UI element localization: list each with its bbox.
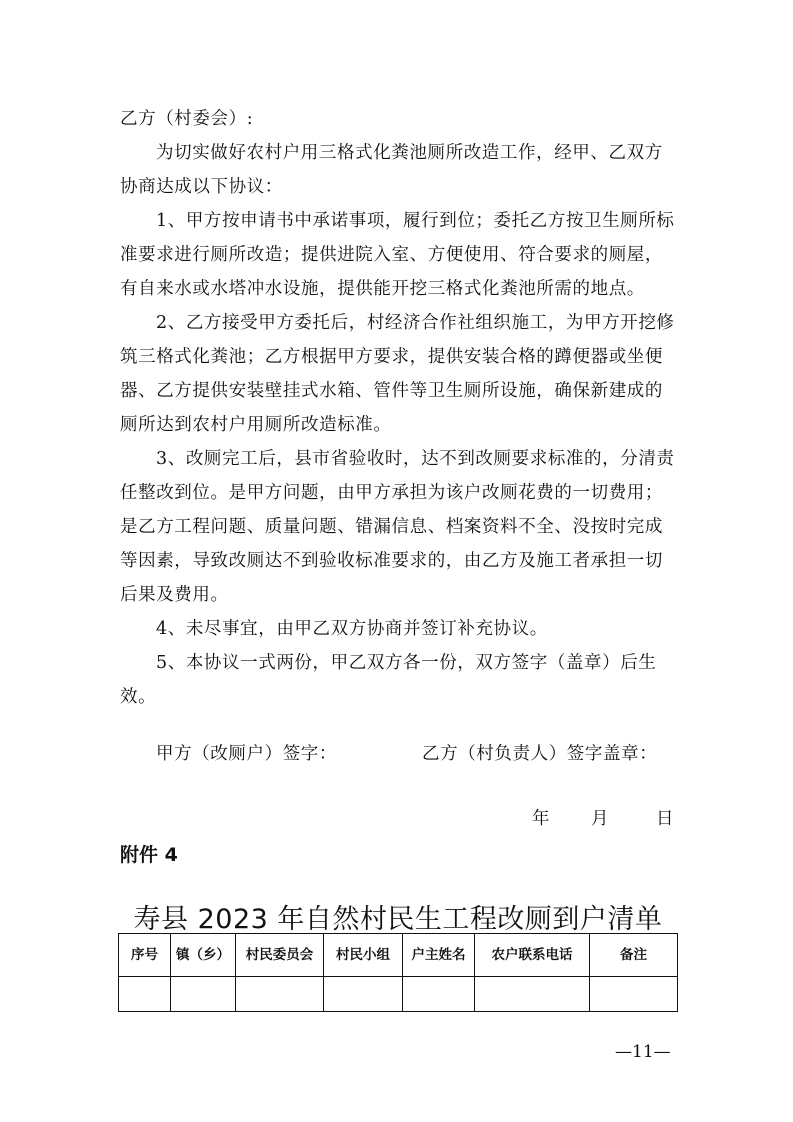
household-list-table [118,933,678,1012]
attachment-label: 附件 4 [120,844,178,866]
table-cell [475,977,590,1012]
column-header: 农户联系电话 [475,934,590,977]
party-a-signature-label: 甲方（改厕户）签字： [156,744,337,764]
clause-4: 4、未尽事宜，由甲乙双方协商并签订补充协议。 [156,619,548,639]
clause-2: 2、乙方接受甲方委托后，村经济合作社组织施工，为甲方开挖修筑三格式化粪池；乙方根据甲方要求，提供安装合格的蹲便器或坐便器、乙方提供安装壁挂式水箱、管件等卫生厕所设施，确保新建成的厕所达到农村户用厕所改造标准。 [120,313,675,435]
clause-5: 5、本协议一式两份，甲乙双方各一份，双方签字（盖章）后生效。 [120,653,657,707]
column-header: 户主姓名 [403,934,475,977]
column-header: 村民小组 [324,934,403,977]
date-month: 月 [591,809,609,829]
column-header: 序号 [119,934,171,977]
table-cell [590,977,678,1012]
table-header-row [119,934,678,977]
column-header: 镇（乡） [171,934,236,977]
table-row [119,977,678,1012]
table-cell [324,977,403,1012]
column-header: 村民委员会 [236,934,324,977]
party-b-heading: 乙方（村委会）: [120,109,254,129]
date-day: 日 [656,809,674,829]
table-cell [403,977,475,1012]
clause-3: 3、改厕完工后，县市省验收时，达不到改厕要求标准的，分清责任整改到位。是甲方问题，由甲方承担为该户改厕花费的一切费用；是乙方工程问题、质量问题、错漏信息、档案资料不全、没按时完成等因素，导致改厕达不到验收标准要求的，由乙方及施工者承担一切后果及费用。 [120,449,675,605]
table-cell [171,977,236,1012]
attachment-title: 寿县 2023 年自然村民生工程改厕到户清单 [133,904,663,935]
clause-1: 1、甲方按申请书中承诺事项，履行到位；委托乙方按卫生厕所标准要求进行厕所改造；提供进院入室、方便使用、符合要求的厕屋，有自来水或水塔冲水设施，提供能开挖三格式化粪池所需的地点。 [120,211,675,299]
date-year: 年 [532,809,550,829]
party-b-signature-label: 乙方（村负责人）签字盖章： [422,744,658,764]
table-cell [236,977,324,1012]
column-header: 备注 [590,934,678,977]
page-number: —11— [615,1042,671,1062]
table-cell [119,977,171,1012]
agreement-intro: 为切实做好农村户用三格式化粪池厕所改造工作，经甲、乙双方协商达成以下协议： [120,143,663,197]
